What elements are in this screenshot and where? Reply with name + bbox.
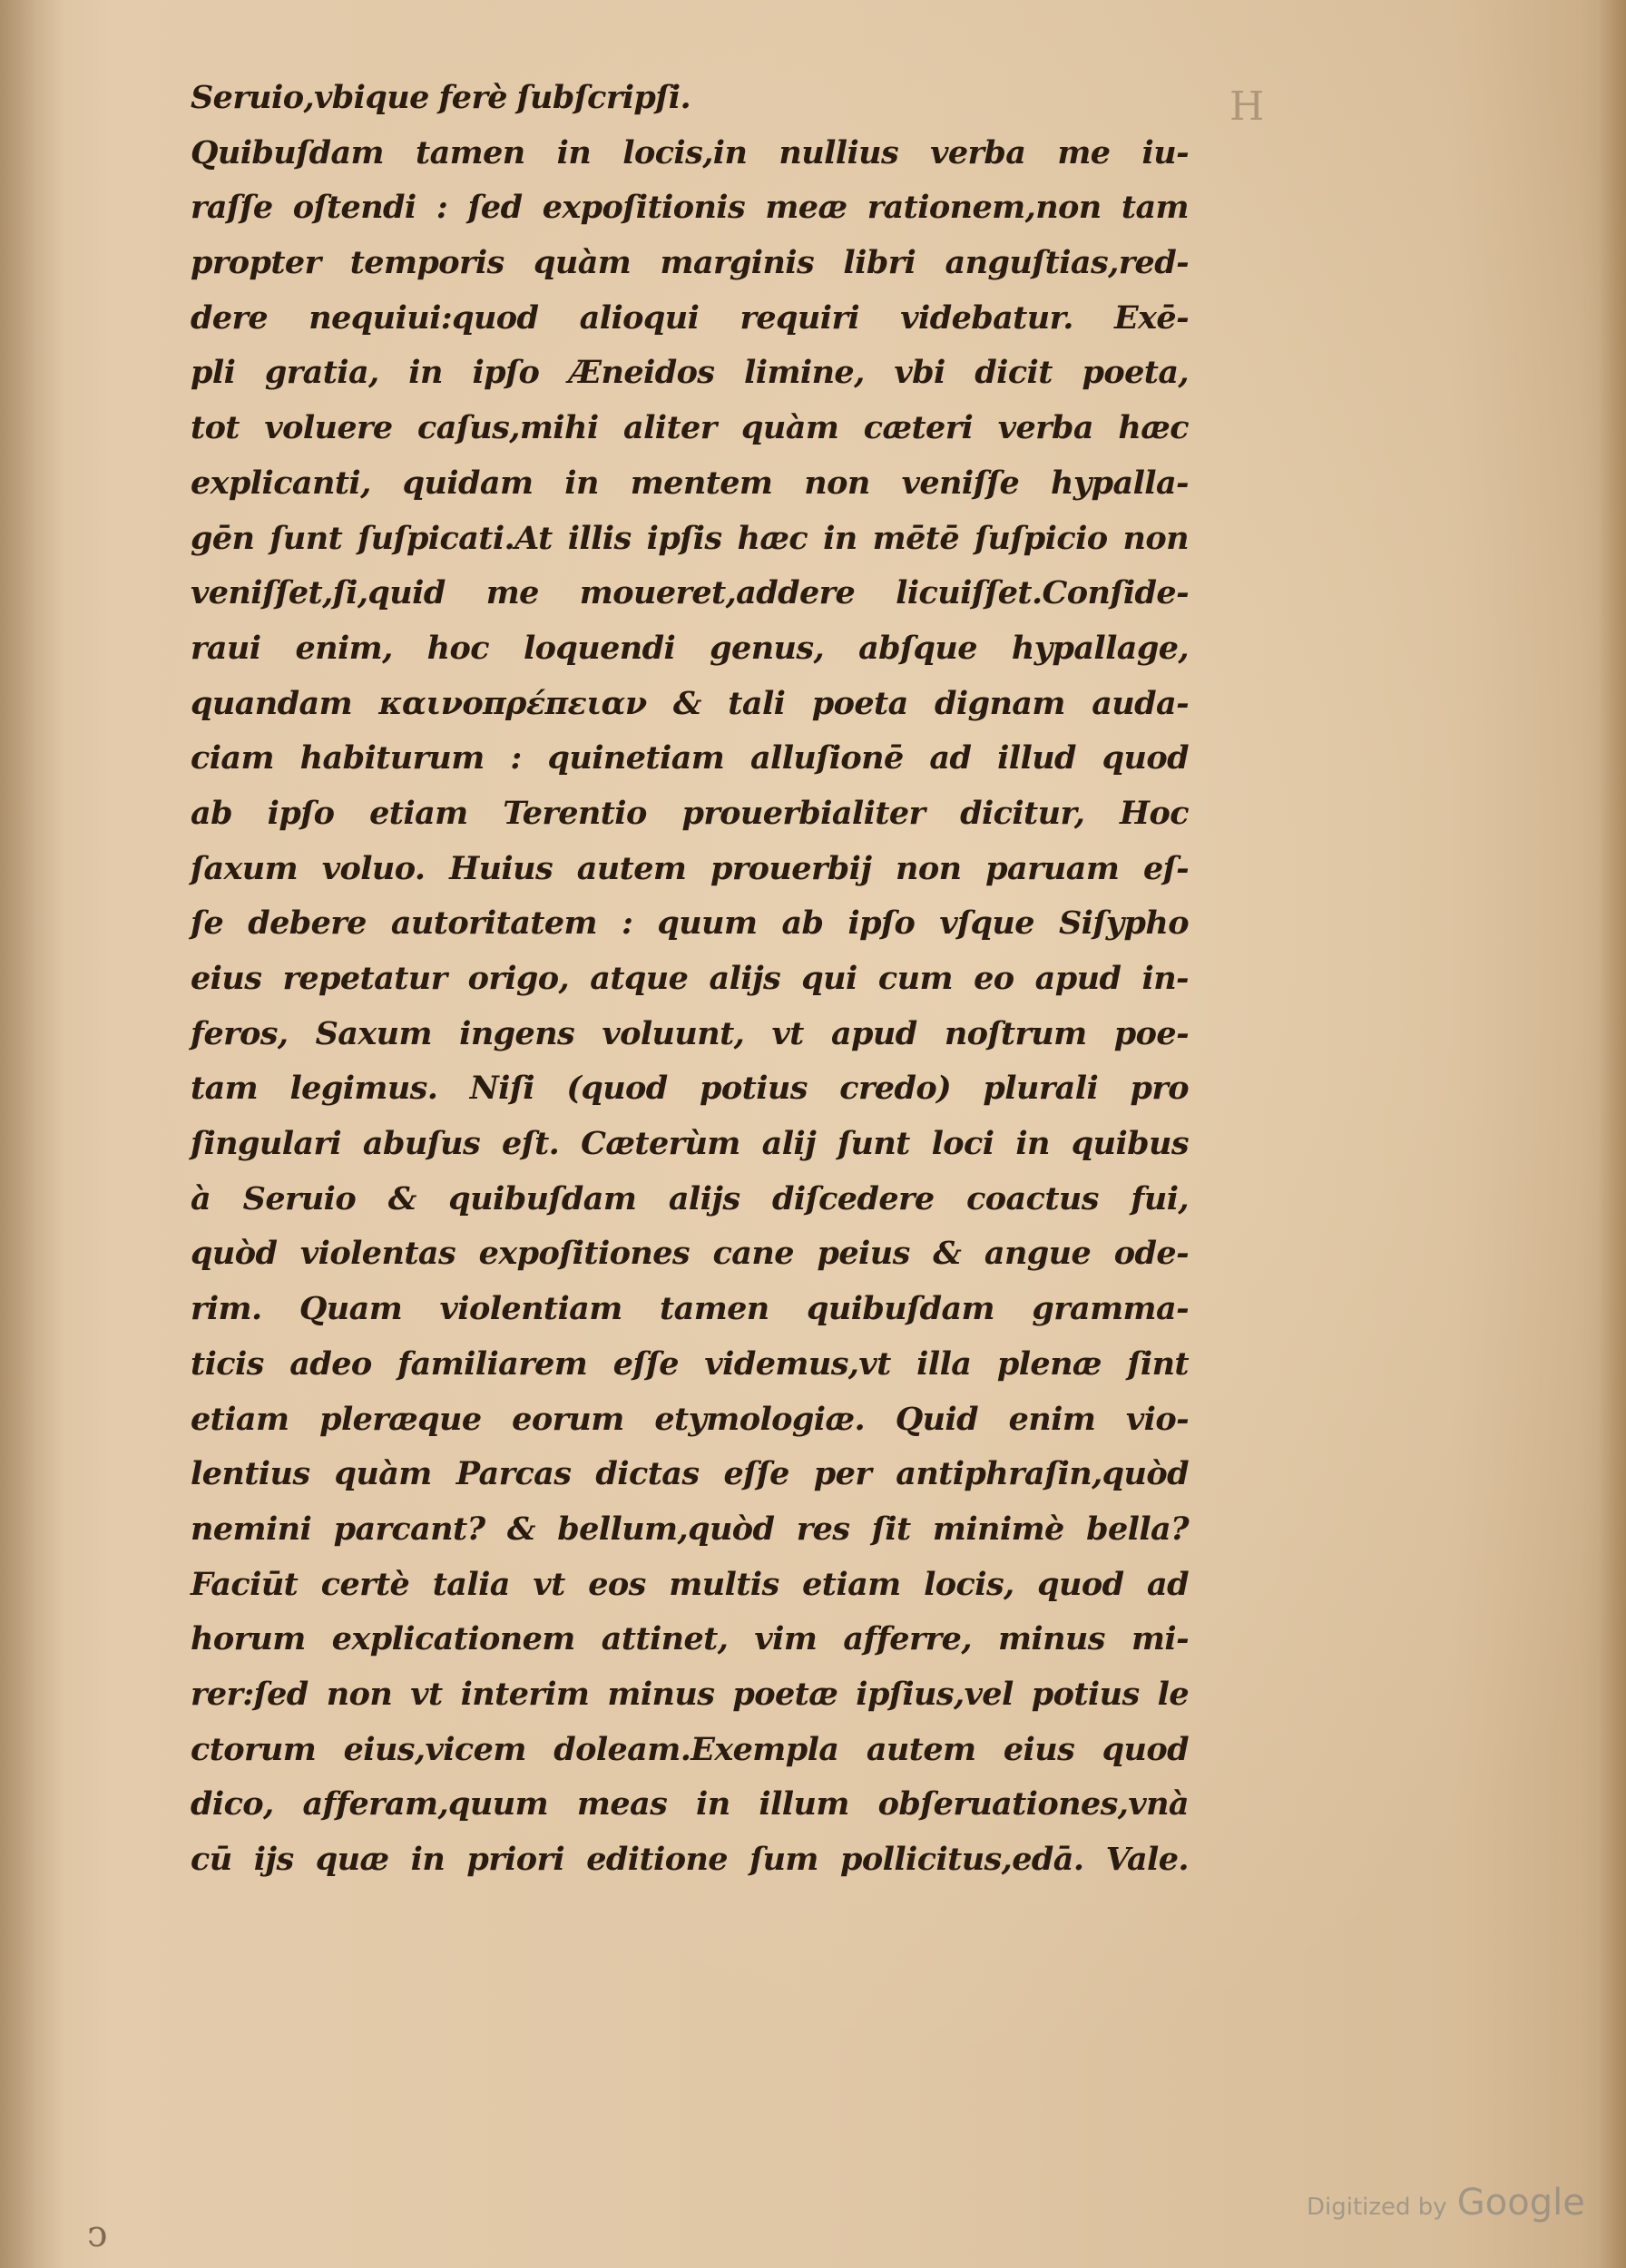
text-line: Seruio,vbique ferè ſubſcripſi.: [191, 79, 691, 116]
gutter-shadow: [0, 0, 64, 2268]
text-line: dico, afferam,quum meas in illum obſeruationes,vnà: [191, 1785, 1189, 1823]
text-line: horum explicationem attinet, vim afferre, minus mi-: [191, 1620, 1189, 1658]
text-line: pli gratia, in ipſo Æneidos limine, vbi dicit poeta,: [191, 354, 1189, 392]
text-line: à Seruio & quibuſdam alijs diſcedere coactus fui,: [191, 1179, 1189, 1217]
corner-mark: ↄ: [87, 2214, 108, 2255]
text-line: Faciūt certè talia vt eos multis etiam locis, quod ad: [191, 1565, 1189, 1603]
text-line: ab ipſo etiam Terentio prouerbialiter dicitur, Hoc: [191, 794, 1189, 832]
text-line: gēn ſunt ſuſpicati.At illis ipſis hæc in mētē ſuſpicio non: [191, 519, 1189, 557]
text-line: raui enim, hoc loquendi genus, abſque hypallage,: [191, 629, 1189, 667]
text-block: [191, 71, 1189, 1888]
google-logo: Google: [1456, 2182, 1585, 2224]
digitized-watermark: [1307, 2182, 1585, 2224]
margin-mark: H: [1229, 83, 1265, 130]
text-line: propter temporis quàm marginis libri anguſtias,red-: [191, 244, 1189, 282]
page-edge: [1599, 0, 1626, 2268]
text-line: explicanti, quidam in mentem non veniſſe hypalla-: [191, 464, 1189, 502]
text-line: ciam habiturum : quinetiam alluſionē ad illud quod: [191, 739, 1189, 777]
text-line: ſingulari abuſus eſt. Cæterùm alij ſunt loci in quibus: [191, 1125, 1189, 1163]
text-line: veniſſet,ſi,quid me moueret,addere licuiſſet.Conſide-: [191, 574, 1189, 612]
text-line: lentius quàm Parcas dictas eſſe per antiphraſin,quòd: [191, 1455, 1189, 1493]
text-line: Quibuſdam tamen in locis,in nullius verba me iu-: [191, 133, 1189, 171]
text-line: tot voluere caſus,mihi aliter quàm cæteri verba hæc: [191, 409, 1189, 447]
text-line: tam legimus. Niſi (quod potius credo) plurali pro: [191, 1070, 1189, 1108]
text-line: eius repetatur origo, atque alijs qui cum eo apud in-: [191, 960, 1189, 997]
text-line: rim. Quam violentiam tamen quibuſdam gramma-: [191, 1290, 1189, 1328]
text-line: nemini parcant? & bellum,quòd res ſit minimè bella?: [191, 1510, 1189, 1548]
text-line: ticis adeo familiarem eſſe videmus,vt illa plenæ ſint: [191, 1344, 1189, 1383]
text-line: raſſe oſtendi : ſed expoſitionis meæ rationem,non tam: [191, 189, 1189, 227]
text-line: etiam pleræque eorum etymologiæ. Quid enim vio-: [191, 1400, 1189, 1438]
text-line: quòd violentas expoſitiones cane peius & angue ode-: [191, 1235, 1189, 1273]
text-line: rer:ſed non vt interim minus poetæ ipſius,vel potius le: [191, 1675, 1189, 1713]
text-line: cū ijs quæ in priori editione ſum pollicitus,edā. Vale.: [191, 1841, 1189, 1878]
text-line: ſe debere autoritatem : quum ab ipſo vſque Siſypho: [191, 904, 1189, 943]
text-line: ctorum eius,vicem doleam.Exempla autem eius quod: [191, 1730, 1189, 1768]
text-line: quandam καινοπρέπειαν & tali poeta dignam auda-: [191, 684, 1189, 722]
watermark-prefix: Digitized by: [1307, 2194, 1447, 2221]
text-line: feros, Saxum ingens voluunt, vt apud noſtrum poe-: [191, 1014, 1189, 1052]
text-line: ſaxum voluo. Huius autem prouerbij non paruam eſ-: [191, 849, 1189, 887]
text-line: dere nequiui:quod alioqui requiri videbatur. Exē-: [191, 298, 1189, 337]
